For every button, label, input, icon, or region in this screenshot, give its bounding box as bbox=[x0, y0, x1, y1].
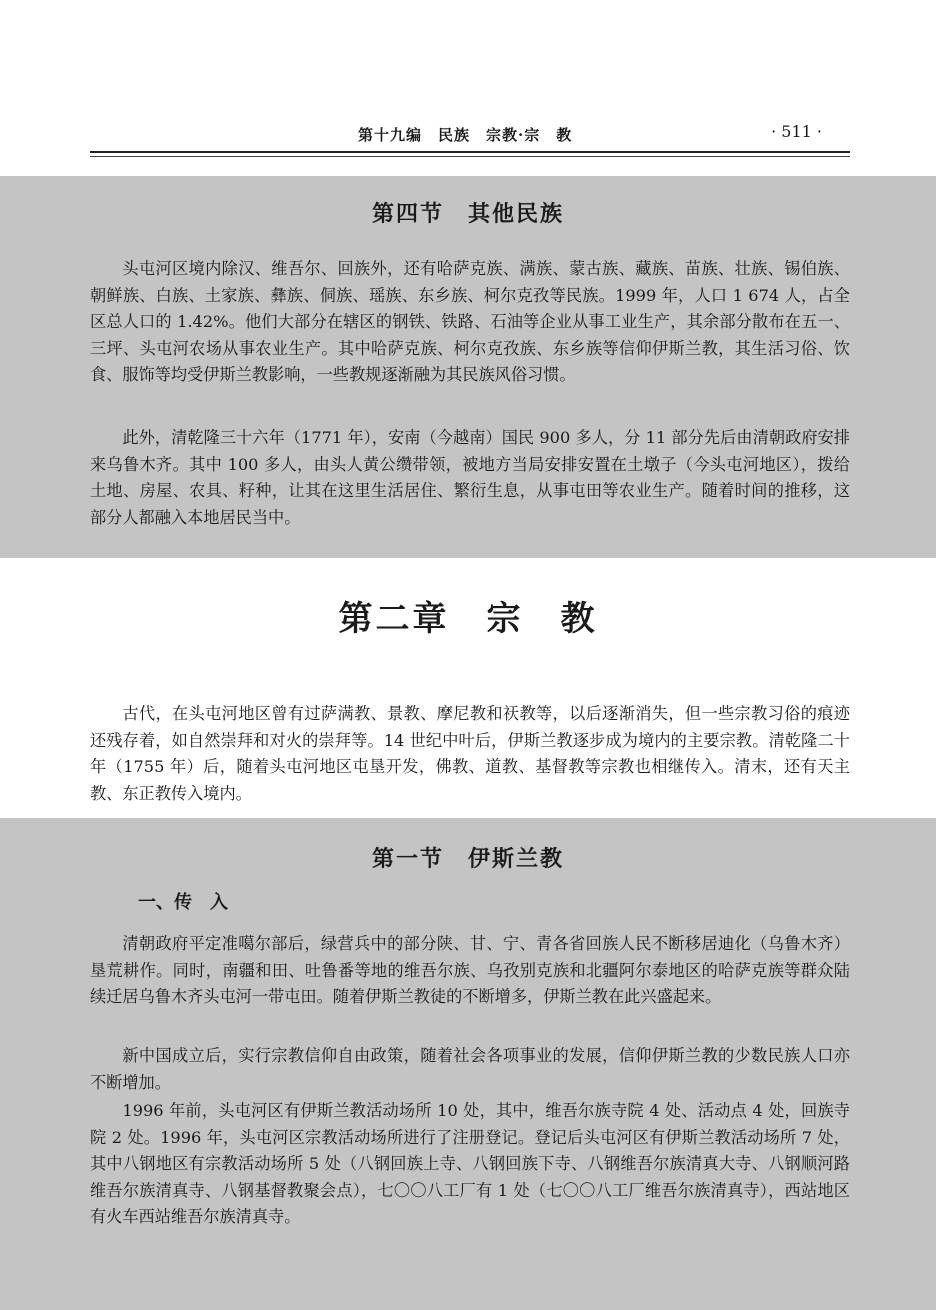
section-1-paragraph-3: 1996 年前，头屯河区有伊斯兰教活动场所 10 处，其中，维吾尔族寺院 4 处、活动点 4 处，回族寺院 2 处。1996 年，头屯河区宗教活动场所进行了注册登记。登记后头屯河区有伊斯兰教活动场所 7 处，其中八钢地区有宗教活动场所 5 处（八钢回族上寺、八钢回族下寺、八钢维吾尔族清真大寺、八钢顺河路维吾尔族清真寺、八钢基督教聚会点），七〇〇八工厂有 1 处（七〇〇八工厂维吾尔族清真寺），西站地区有火车西站维吾尔族清真寺。 bbox=[90, 1101, 850, 1226]
section-1-paragraph-2: 新中国成立后，实行宗教信仰自由政策，随着社会各项事业的发展，信仰伊斯兰教的少数民族人口亦不断增加。 bbox=[90, 1046, 850, 1092]
section-4-paragraph-2: 此外，清乾隆三十六年（1771 年），安南（今越南）国民 900 多人，分 11 部分先后由清朝政府安排来乌鲁木齐。其中 100 多人，由头人黄公缵带领，被地方当局安排安置在土墩子（今头屯河地区），拨给土地、房屋、农具、籽种，让其在这里生活居住、繁衍生息，从事屯田等农业生产。随着时间的推移，这部分人都融入本地居民当中。 bbox=[90, 428, 850, 527]
chapter-intro-paragraph: 古代，在头屯河地区曾有过萨满教、景教、摩尼教和祆教等，以后逐渐消失，但一些宗教习俗的痕迹还残存着，如自然崇拜和对火的崇拜等。14 世纪中叶后，伊斯兰教逐步成为境内的主要宗教。清乾隆二十年（1755 年）后，随着头屯河地区屯垦开发，佛教、道教、基督教等宗教也相继传入。清末，还有天主教、东正教传入境内。 bbox=[90, 704, 850, 803]
section-1-paragraph-1: 清朝政府平定准噶尔部后，绿营兵中的部分陕、甘、宁、青各省回族人民不断移居迪化（乌鲁木齐）垦荒耕作。同时，南疆和田、吐鲁番等地的维吾尔族、乌孜别克族和北疆阿尔泰地区的哈萨克族等群众陆续迁居乌鲁木齐头屯河一带屯田。随着伊斯兰教徒的不断增多，伊斯兰教在此兴盛起来。 bbox=[90, 934, 850, 1006]
page-number: · 511 · bbox=[771, 122, 822, 141]
header-rule-thin bbox=[90, 156, 850, 157]
section-4-paragraph-1: 头屯河区境内除汉、维吾尔、回族外，还有哈萨克族、满族、蒙古族、藏族、苗族、壮族、锡伯族、朝鲜族、白族、土家族、彝族、侗族、瑶族、东乡族、柯尔克孜等民族。1999 年，人口 1 674 人，占全区总人口的 1.42%。他们大部分在辖区的钢铁、铁路、石油等企业从事工业生产，其余部分散布在五一、三坪、头屯河农场从事农业生产。其中哈萨克族、柯尔克孜族、东乡族等信仰伊斯兰教，其生活习俗、饮食、服饰等均受伊斯兰教影响，一些教规逐渐融为其民族风俗习惯。 bbox=[90, 259, 850, 384]
page-header bbox=[90, 120, 850, 150]
header-rule-thick bbox=[90, 151, 850, 153]
section-1-title: 第一节 伊斯兰教 bbox=[371, 846, 564, 872]
subsection-heading: 一、传 入 bbox=[138, 892, 228, 913]
section-4-title: 第四节 其他民族 bbox=[371, 201, 564, 227]
chapter-title: 第二章 宗 教 bbox=[338, 599, 598, 639]
running-title: 第十九编 民族 宗教·宗 教 bbox=[358, 126, 573, 144]
